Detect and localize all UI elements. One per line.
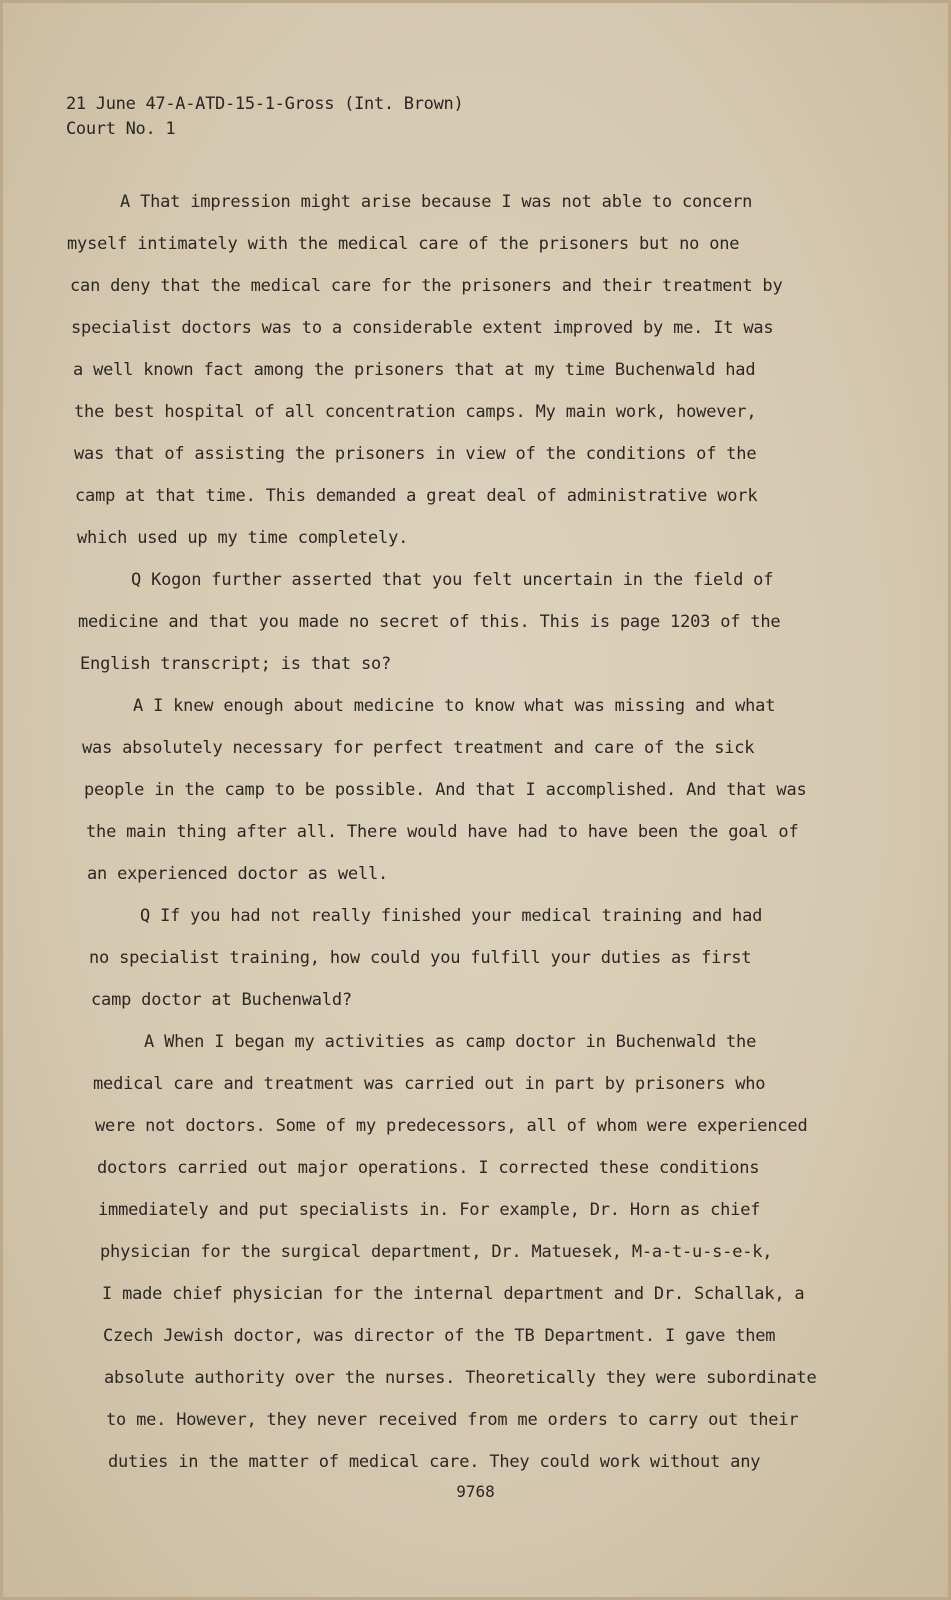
transcript-line: A When I began my activities as camp doctor in Buchenwald the	[144, 1032, 757, 1052]
transcript-line: I made chief physician for the internal department and Dr. Schallak, a	[102, 1284, 805, 1304]
transcript-line: medicine and that you made no secret of this. This is page 1203 of the	[78, 612, 781, 632]
transcript-line: can deny that the medical care for the prisoners and their treatment by	[70, 276, 783, 296]
transcript-line: specialist doctors was to a considerable extent improved by me. It was	[71, 318, 774, 338]
transcript-line: duties in the matter of medical care. They could work without any	[108, 1452, 761, 1472]
transcript-line: which used up my time completely.	[77, 528, 409, 548]
transcript-line: camp at that time. This demanded a great deal of administrative work	[75, 486, 758, 506]
transcript-line: A That impression might arise because I was not able to concern	[120, 192, 753, 212]
page-number: 9768	[456, 1482, 495, 1501]
transcript-line: was that of assisting the prisoners in view of the conditions of the	[74, 444, 757, 464]
transcript-line: the main thing after all. There would have had to have been the goal of	[86, 822, 799, 842]
session-header-line: 21 June 47-A-ATD-15-1-Gross (Int. Brown)	[66, 94, 464, 114]
transcript-line: no specialist training, how could you fulfill your duties as first	[89, 948, 752, 968]
transcript-line: to me. However, they never received from me orders to carry out their	[106, 1410, 799, 1430]
transcript-line: English transcript; is that so?	[80, 654, 392, 674]
transcript-line: Q Kogon further asserted that you felt uncertain in the field of	[131, 570, 774, 590]
transcript-line: Czech Jewish doctor, was director of the TB Department. I gave them	[103, 1326, 776, 1346]
transcript-line: doctors carried out major operations. I corrected these conditions	[97, 1158, 760, 1178]
transcript-line: physician for the surgical department, Dr. Matuesek, M-a-t-u-s-e-k,	[100, 1242, 773, 1262]
transcript-line: was absolutely necessary for perfect treatment and care of the sick	[82, 738, 755, 758]
transcript-line: immediately and put specialists in. For example, Dr. Horn as chief	[98, 1200, 761, 1220]
transcript-line: an experienced doctor as well.	[87, 864, 389, 884]
court-number-line: Court No. 1	[66, 119, 176, 139]
transcript-line: the best hospital of all concentration camps. My main work, however,	[74, 402, 757, 422]
transcript-line: medical care and treatment was carried out in part by prisoners who	[93, 1074, 766, 1094]
transcript-line: people in the camp to be possible. And that I accomplished. And that was	[84, 780, 807, 800]
transcript-line: Q If you had not really finished your medical training and had	[140, 906, 763, 926]
transcript-line: a well known fact among the prisoners that at my time Buchenwald had	[73, 360, 756, 380]
transcript-line: A I knew enough about medicine to know what was missing and what	[133, 696, 776, 716]
transcript-line: camp doctor at Buchenwald?	[91, 990, 352, 1010]
transcript-line: absolute authority over the nurses. Theoretically they were subordinate	[104, 1368, 817, 1388]
transcript-line: myself intimately with the medical care of the prisoners but no one	[67, 234, 740, 254]
transcript-line: were not doctors. Some of my predecessors, all of whom were experienced	[95, 1116, 808, 1136]
